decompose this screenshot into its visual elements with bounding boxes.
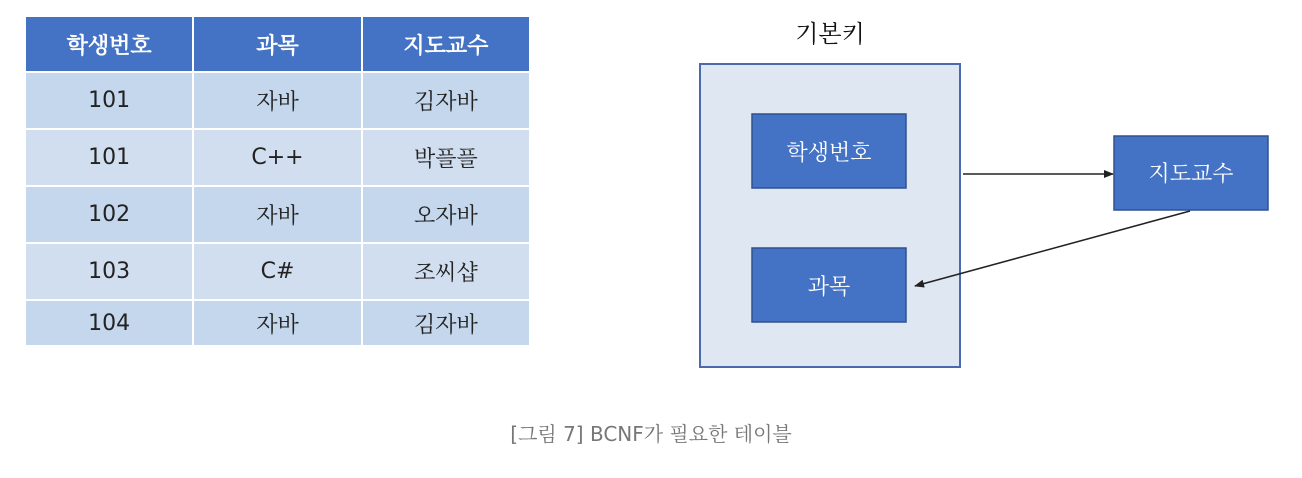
primary-key-label: 기본키 [795, 20, 865, 48]
subject-box-label: 과목 [807, 275, 851, 300]
cell-student-id: 104 [25, 300, 193, 346]
cell-subject: C++ [193, 129, 361, 186]
student-id-box-label: 학생번호 [786, 141, 872, 166]
cell-professor: 김자바 [362, 72, 530, 129]
cell-subject: 자바 [193, 72, 361, 129]
cell-student-id: 101 [25, 72, 193, 129]
cell-student-id: 102 [25, 186, 193, 243]
cell-professor: 박플플 [362, 129, 530, 186]
cell-subject: 자바 [193, 300, 361, 346]
header-student-id: 학생번호 [25, 16, 193, 72]
cell-subject: 자바 [193, 186, 361, 243]
professor-box-label: 지도교수 [1148, 162, 1234, 187]
cell-student-id: 103 [25, 243, 193, 300]
header-subject: 과목 [193, 16, 361, 72]
cell-professor: 조씨샵 [362, 243, 530, 300]
cell-student-id: 101 [25, 129, 193, 186]
cell-subject: C# [193, 243, 361, 300]
figure-caption: [그림 7] BCNF가 필요한 테이블 [510, 422, 792, 446]
cell-professor: 김자바 [362, 300, 530, 346]
header-professor: 지도교수 [362, 16, 530, 72]
cell-professor: 오자바 [362, 186, 530, 243]
